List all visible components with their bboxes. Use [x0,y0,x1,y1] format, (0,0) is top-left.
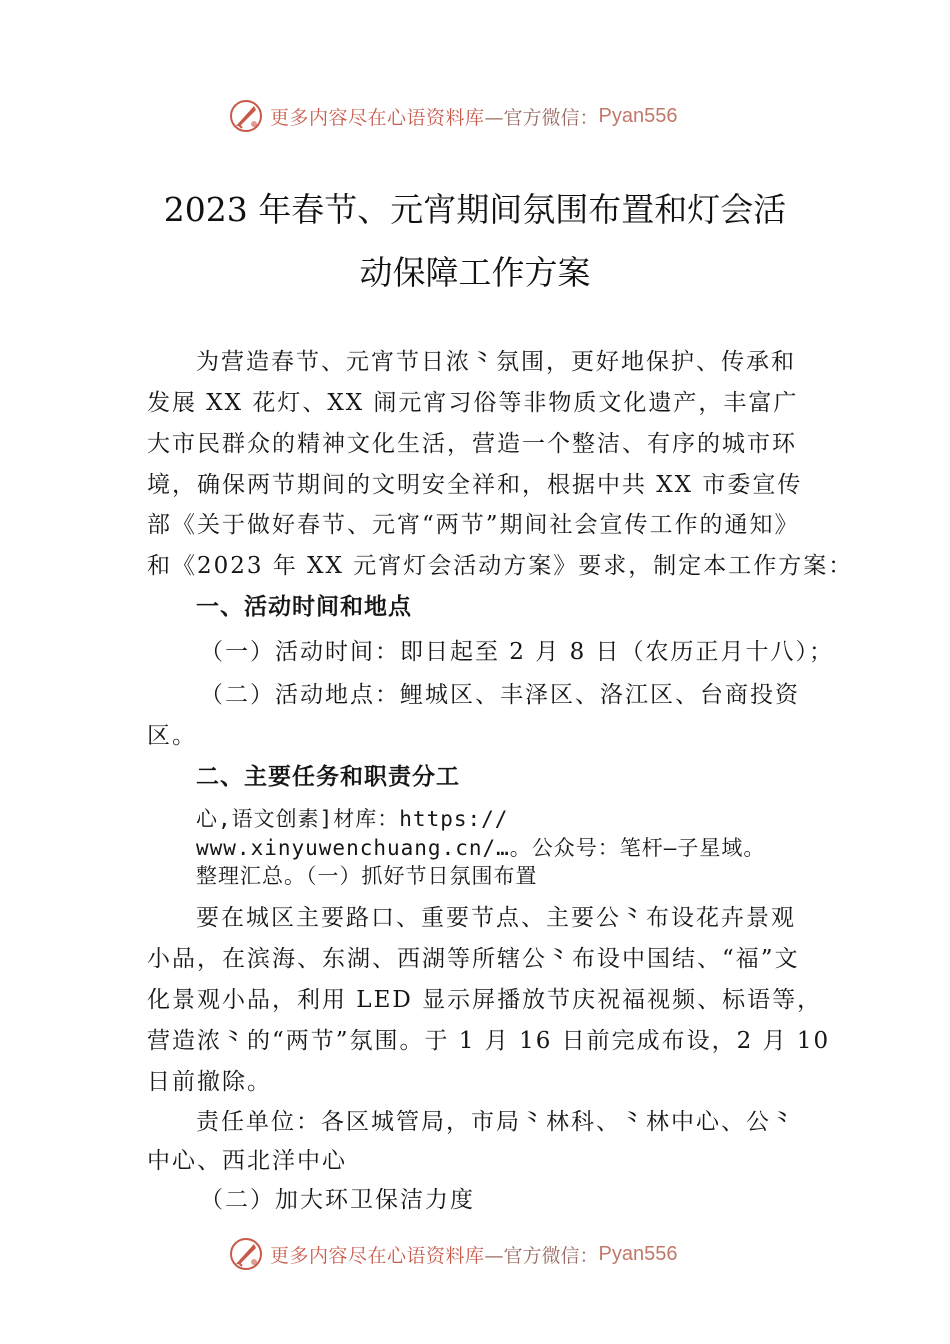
paragraph-line: 化景观小品，利用 LED 显示屏播放节庆祝福视频、标语等， [147,987,823,1013]
watermark-text: 更多内容尽在心语资料库 [270,106,485,129]
paragraph-line: 部《关于做好春节、元宵“两节”期间社会宣传工作的通知》 [147,512,800,538]
subsection-heading: （二）加大环卫保洁力度 [200,1187,475,1213]
paragraph-line: 和《2023 年 XX 元宵灯会活动方案》要求，制定本工作方案： [147,553,854,579]
paragraph-line: 为营造春节、元宵节日浓⺀氛围，更好地保护、传承和 [196,349,796,375]
header-watermark [228,96,678,136]
watermark-text: 更多内容尽在心语资料库 [270,1244,485,1267]
document-title-line-2: 动保障工作方案 [359,253,591,292]
paragraph-line: 小品，在滨海、东湖、西湖等所辖公⺀布设中国结、“福”文 [147,946,800,972]
source-note-line: www.xinyuwenchuang.cn/…。公众号：笔杆—子星域。 [196,836,766,860]
activity-place-line: （二）活动地点：鲤城区、丰泽区、洛江区、台商投资 [200,682,800,708]
paragraph-line: 要在城区主要路口、重要节点、主要公⺀布设花卉景观 [196,905,796,931]
responsible-units-line: 责任单位：各区城管局，市局⺀林科、⺀林中心、公⺀ [196,1109,796,1135]
document-title-line-1: 2023 年春节、元宵期间氛围布置和灯会活 [163,190,787,229]
activity-place-line: 区。 [147,723,197,749]
watermark-wechat-id: Pyan556 [598,104,678,127]
section-heading-2: 二、主要任务和职责分工 [196,764,460,790]
watermark-label: —官方微信： [484,106,599,129]
paragraph-line: 日前撤除。 [147,1069,272,1095]
section-heading-1: 一、活动时间和地点 [196,594,412,620]
responsible-units-line: 中心、西北洋中心 [147,1148,347,1174]
footer-watermark [228,1234,678,1274]
quill-logo-icon [228,98,264,134]
paragraph-line: 营造浓⺀的“两节”氛围。于 1 月 16 日前完成布设，2 月 10 [147,1028,831,1054]
paragraph-line: 大市民群众的精神文化生活，营造一个整洁、有序的城市环 [147,431,797,457]
paragraph-line: 发展 XX 花灯、XX 闹元宵习俗等非物质文化遗产，丰富广 [147,390,799,416]
paragraph-line: 境，确保两节期间的文明安全祥和，根据中共 XX 市委宣传 [147,472,803,498]
source-note-line: 心,语文创素]材库：https:// [196,807,509,831]
activity-time-line: （一）活动时间：即日起至 2 月 8 日（农历正月十八）； [200,639,835,665]
quill-logo-icon [228,1236,264,1272]
source-note-line: 整理汇总。（一）抓好节日氛围布置 [196,864,538,888]
watermark-wechat-id: Pyan556 [598,1242,678,1265]
watermark-label: —官方微信： [484,1244,599,1267]
